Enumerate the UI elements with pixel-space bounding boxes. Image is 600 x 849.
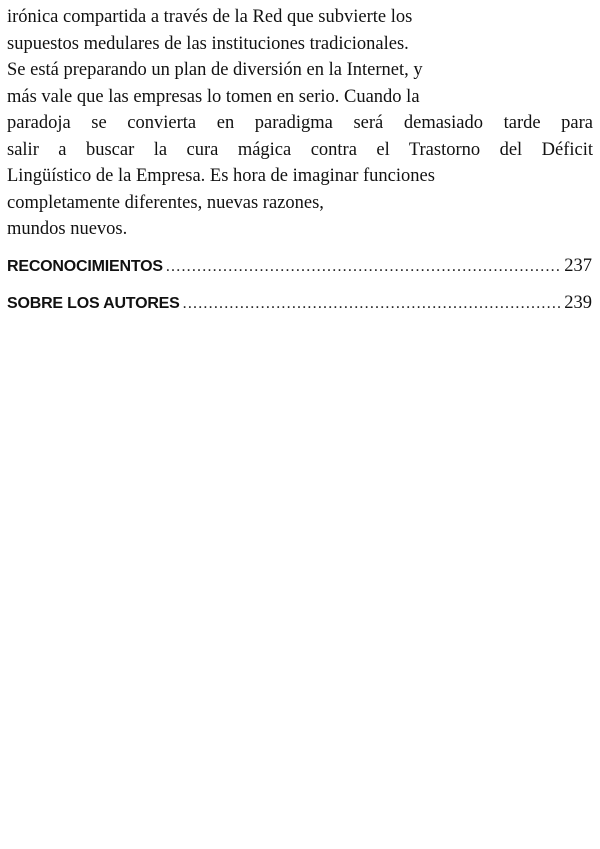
paragraph-line: Lingüístico de la Empresa. Es hora de imaginar funciones (7, 166, 435, 186)
paragraph-line: paradoja se convierta en paradigma será demasiado tarde para (7, 113, 593, 133)
toc-dot-leader (166, 258, 560, 276)
paragraph-line: más vale que las empresas lo tomen en serio. Cuando la (7, 86, 420, 107)
paragraph-line: salir a buscar la cura mágica contra el Trastorno del Déficit (7, 139, 593, 160)
paragraph-line: completamente diferentes, nuevas razones, (7, 192, 324, 213)
toc-entry-title: RECONOCIMIENTOS (7, 258, 163, 275)
toc-entry-reconocimientos[interactable] (7, 256, 592, 280)
toc-entry-sobre-los-autores[interactable] (7, 293, 592, 317)
toc-entry-title: SOBRE LOS AUTORES (7, 295, 180, 312)
toc-page-number: 237 (564, 256, 592, 276)
toc-page-number: 239 (564, 293, 592, 313)
body-paragraph (7, 4, 597, 243)
paragraph-line: supuestos medulares de las instituciones tradicionales. (7, 33, 409, 54)
paragraph-line: Se está preparando un plan de diversión en la Internet, y (7, 60, 423, 80)
paragraph-line: mundos nuevos. (7, 219, 128, 239)
toc-dot-leader (183, 295, 561, 313)
paragraph-line: irónica compartida a través de la Red que subvierte los (7, 7, 413, 27)
